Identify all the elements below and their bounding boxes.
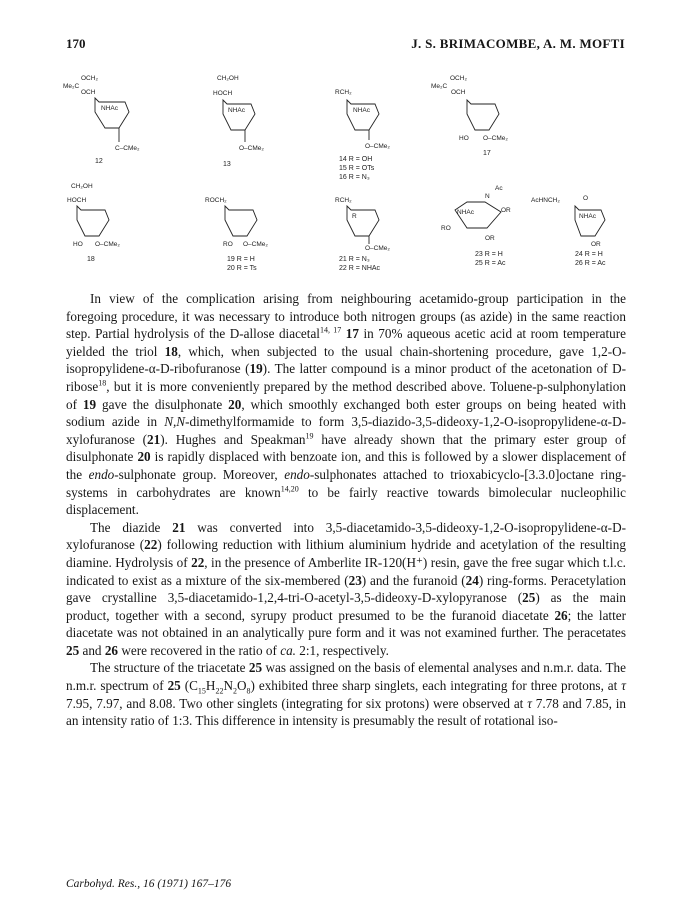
frag-hoch: HOCH bbox=[67, 197, 87, 204]
frag-ocme2: O–CMe₂ bbox=[239, 145, 264, 152]
frag-cme2: C–CMe₂ bbox=[115, 145, 140, 152]
frag-nhac: NHAc bbox=[579, 213, 596, 220]
compound-number: 20 bbox=[137, 449, 151, 465]
frag-rch2: RCH₂ bbox=[335, 89, 352, 96]
structure-23-25 bbox=[441, 185, 511, 267]
frag-achnch2: AcHNCH₂ bbox=[531, 197, 560, 204]
structure-13 bbox=[213, 75, 264, 168]
frag-hoch: HOCH bbox=[213, 90, 233, 97]
label-23: 23 R = H bbox=[475, 251, 503, 258]
frag-ho: HO bbox=[73, 241, 83, 248]
reference: 18 bbox=[98, 378, 107, 388]
frag-or: OR bbox=[501, 207, 511, 214]
compound-number: 25 bbox=[66, 642, 80, 658]
compound-number: 21 bbox=[172, 519, 186, 535]
structure-14-16 bbox=[335, 89, 390, 181]
structure-18 bbox=[67, 183, 120, 263]
compound-number: 22 bbox=[191, 554, 205, 570]
label-25: 25 R = Ac bbox=[475, 260, 506, 267]
frag-och2: OCH₂ bbox=[450, 75, 467, 82]
frag-ch2oh: CH₂OH bbox=[217, 75, 239, 82]
frag-ocme2: O–CMe₂ bbox=[483, 135, 508, 142]
label-12: 12 bbox=[95, 158, 103, 165]
frag-ocme2: O–CMe₂ bbox=[365, 143, 390, 150]
label-16: 16 R = N₃ bbox=[339, 174, 370, 181]
frag-och: OCH bbox=[451, 89, 466, 96]
label-20: 20 R = Ts bbox=[227, 265, 257, 272]
label-22: 22 R = NHAc bbox=[339, 265, 381, 272]
label-13: 13 bbox=[223, 161, 231, 168]
compound-number: 26 bbox=[104, 642, 119, 658]
running-header-authors: J. S. BRIMACOMBE, A. M. MOFTI bbox=[411, 36, 625, 51]
frag-or: OR bbox=[591, 241, 601, 248]
reference: 14, 17 bbox=[319, 325, 342, 335]
frag-ro: RO bbox=[223, 241, 233, 248]
page-number: 170 bbox=[66, 36, 86, 51]
frag-me2c: Me₂C bbox=[431, 83, 448, 90]
frag-och: OCH bbox=[81, 89, 96, 96]
frag-ac: Ac bbox=[495, 185, 503, 192]
compound-number: 20 bbox=[228, 396, 242, 412]
label-26: 26 R = Ac bbox=[575, 260, 606, 267]
frag-roch2: ROCH₂ bbox=[205, 197, 227, 204]
journal-footer: Carbohyd. Res., 16 (1971) 167–176 bbox=[66, 878, 232, 890]
label-17: 17 bbox=[483, 150, 491, 157]
compound-number: 18 bbox=[164, 343, 178, 359]
structure-19-20 bbox=[205, 197, 268, 272]
structure-21-22 bbox=[335, 197, 390, 272]
compound-number: 24 bbox=[465, 572, 479, 588]
frag-ocme2: O–CMe₂ bbox=[365, 245, 390, 252]
reference: 14,20 bbox=[280, 484, 299, 494]
structure-24-26 bbox=[531, 195, 606, 267]
compound-number: 26 bbox=[554, 607, 568, 623]
frag-n: N bbox=[485, 193, 490, 200]
frag-ch2oh: CH₂OH bbox=[71, 183, 93, 190]
frag-ocme2: O–CMe₂ bbox=[243, 241, 268, 248]
frag-nhac: NHAc bbox=[228, 107, 245, 114]
paragraph-2: The diazide 21 was converted into 3,5-diacetamido-3,5-dideoxy-1,2-O-isopropylidene-α-D-xylofuranose (22) following reduction with lithium aluminium hydride and acetylation of the resulting diamine. Hydrolysis of 22, in the presence of Amberlite IR-120(H⁺) resin, gave the free sugar which t.l.c. indicated to exist as a mixture of the six-membered (23) and the furanoid (24) ring-forms. Peracetylation gave crystalline 3,5-diacetamido-1,2,4-tri-O-acetyl-3,5-dideoxy-D-xylopyranose (25) as the main product, together with a second, syrupy product presumed to be the furanoid diacetate 26; the latter diacetate was not obtained in an analytically pure form and it was not examined further. The peracetates 25 and 26 were recovered in the ratio of ca. 2:1, respectively. bbox=[66, 519, 627, 658]
label-19: 19 R = H bbox=[227, 256, 255, 263]
label-18: 18 bbox=[87, 256, 95, 263]
frag-och2: OCH₂ bbox=[81, 75, 98, 82]
frag-nhac: NHAc bbox=[353, 107, 370, 114]
reference: 19 bbox=[305, 431, 314, 441]
body-text bbox=[66, 290, 626, 730]
compound-number: 25 bbox=[248, 660, 263, 676]
compound-number: 25 bbox=[167, 678, 181, 694]
frag-ro: RO bbox=[441, 225, 451, 232]
label-15: 15 R = OTs bbox=[339, 165, 375, 172]
structure-17 bbox=[431, 75, 508, 157]
frag-o: O bbox=[583, 195, 589, 202]
structure-12 bbox=[63, 75, 140, 165]
frag-r: R bbox=[352, 213, 357, 220]
paragraph-3: The structure of the triacetate 25 was assigned on the basis of elemental analyses and n.m.r. data. The n.m.r. spectrum of 25 $(C_{15}H_{22}N_2O_8)$ exhibited three sharp singlets, each integrating for three protons, at τ 7.95, 7.97, and 8.08. Two other singlets (integrating for six protons) were observed at τ 7.78 and 7.85, in an intensity ratio of 1:3. This difference in intensity is presumably the result of rotational iso- bbox=[66, 660, 627, 729]
frag-rch2: RCH₂ bbox=[335, 197, 352, 204]
compound-number: 25 bbox=[522, 590, 536, 606]
compound-number: 19 bbox=[82, 396, 97, 412]
compound-number: 21 bbox=[147, 431, 161, 447]
chemical-structures-figure bbox=[55, 60, 630, 285]
frag-nhac: NHAc bbox=[457, 209, 474, 216]
frag-me2c: Me₂C bbox=[63, 83, 80, 90]
compound-number: 23 bbox=[348, 572, 362, 588]
compound-number: 22 bbox=[144, 537, 158, 553]
frag-nhac: NHAc bbox=[101, 105, 118, 112]
frag-ocme2: O–CMe₂ bbox=[95, 241, 120, 248]
label-21: 21 R = N₃ bbox=[339, 256, 370, 263]
label-24: 24 R = H bbox=[575, 251, 603, 258]
compound-number: 19 bbox=[249, 361, 263, 377]
paragraph-1: In view of the complication arising from neighbouring acetamido-group participation in the foregoing procedure, it was necessary to introduce both nitrogen groups (as azide) in the same reaction step. Partial hydrolysis of the D-allose diacetal$^{14, 17}$ 17 in 70% aqueous acetic acid at room temperature yielded the triol 18, which, when subjected to the usual chain-shortening procedure, gave 1,2-O-isopropylidene-α-D-ribofuranose (19). The latter compound is a minor product of the acetonation of D-ribose$^{18}$, but it is more conveniently prepared by the method described above. Toluene-p-sulphonylation of 19 gave the disulphonate 20, which smoothly exchanged both ester groups on being heated with sodium azide in N,N-dimethylformamide to form 3,5-diazido-3,5-dideoxy-1,2-O-isopropylidene-α-D-xylofuranose (21). Hughes and Speakman$^{19}$ have already shown that the primary ester group of disulphonate 20 is rapidly displaced with benzoate ion, and this is followed by a slower displacement of the endo-sulphonate group. Moreover, endo-sulphonates attached to trioxabicyclo-[3.3.0]octane ring-systems in carbohydrates are known$^{14,20}$ to be fairly reactive towards bimolecular nucleophilic displacement. bbox=[66, 291, 626, 518]
compound-number: 17 bbox=[345, 326, 359, 342]
frag-ho: HO bbox=[459, 135, 469, 142]
label-14: 14 R = OH bbox=[339, 156, 373, 163]
frag-or: OR bbox=[485, 235, 495, 242]
